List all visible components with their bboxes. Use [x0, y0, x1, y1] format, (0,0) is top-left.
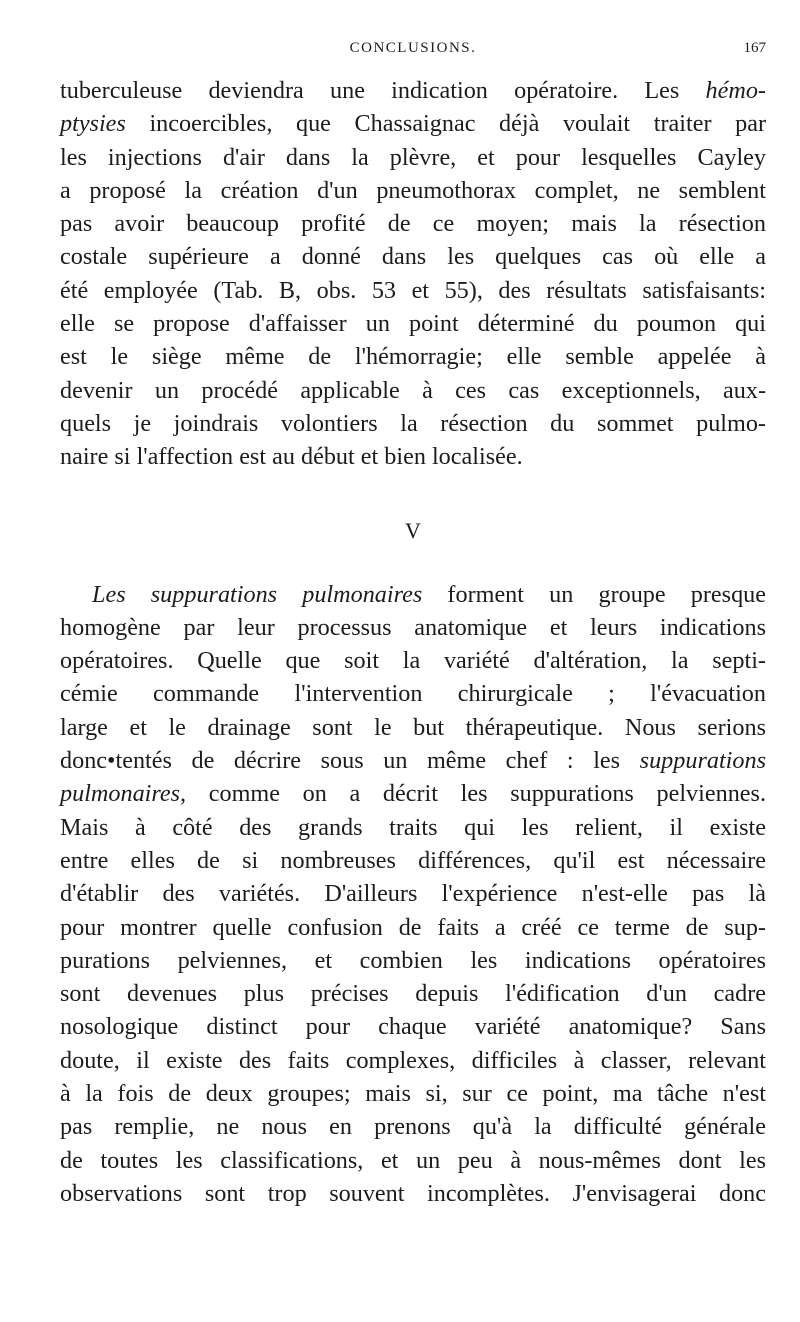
text-line: naire si l'affection est au début et bien localisée. [60, 443, 523, 471]
text-line: purations pelviennes, et combien les indications opératoires [60, 946, 766, 974]
section-numeral: V [405, 517, 421, 543]
text-line: pas remplie, ne nous en prenons qu'à la difficulté générale [60, 1113, 766, 1141]
text-line: été employée (Tab. B, obs. 53 et 55), des résultats satisfaisants: [60, 276, 766, 304]
text-line: Les suppurations pulmonaires forment un groupe presque [92, 580, 767, 608]
text-line: doute, il existe des faits complexes, difficiles à classer, relevant [60, 1046, 766, 1074]
text-line: de toutes les classifications, et un peu à nous-mêmes dont les [60, 1146, 766, 1174]
running-title: CONCLUSIONS. [349, 40, 477, 56]
text-line: homogène par leur processus anatomique et leurs indications [60, 613, 766, 641]
book-page [60, 0, 766, 1210]
italic-term: ptysies [60, 110, 126, 138]
page-number: 167 [743, 40, 766, 56]
text-line: elle se propose d'affaisser un point déterminé du poumon qui [60, 310, 766, 338]
text-line: observations sont trop souvent incomplètes. J'envisagerai donc [60, 1179, 766, 1207]
text-line: à la fois de deux groupes; mais si, sur ce point, ma tâche n'est [60, 1080, 766, 1108]
text-line: cémie commande l'intervention chirurgicale ; l'évacuation [60, 680, 766, 708]
text-line: pas avoir beaucoup profité de ce moyen; mais la résection [60, 210, 766, 238]
paragraph-suppurations [60, 578, 766, 1211]
text-line: devenir un procédé applicable à ces cas exceptionnels, aux- [60, 376, 766, 404]
text-line: d'établir des variétés. D'ailleurs l'expérience n'est-elle pas là [60, 880, 766, 908]
text-line: nosologique distinct pour chaque variété anatomique? Sans [60, 1013, 766, 1041]
text-line: pour montrer quelle confusion de faits a créé ce terme de sup- [60, 913, 766, 941]
text-line: a proposé la création d'un pneumothorax complet, ne semblent [60, 176, 766, 204]
text-line: costale supérieure a donné dans les quelques cas où elle a [60, 243, 766, 271]
paragraph-hemoptysies [60, 74, 766, 474]
running-head [60, 0, 766, 74]
text-line: les injections d'air dans la plèvre, et pour lesquelles Cayley [60, 143, 766, 171]
text-line: ptysies incoercibles, que Chassaignac déjà voulait traiter par [60, 110, 766, 138]
text-line: sont devenues plus précises depuis l'édification d'un cadre [60, 980, 766, 1008]
text-line: donc•tentés de décrire sous un même chef : les suppurations [60, 747, 766, 775]
italic-term: suppurations [639, 747, 766, 775]
text-line: Mais à côté des grands traits qui les relient, il existe [60, 813, 766, 841]
text-line: entre elles de si nombreuses différences, qu'il est nécessaire [60, 846, 766, 874]
italic-term: hémo- [705, 77, 766, 104]
italic-term: pulmonaires, [60, 780, 187, 808]
text-line: est le siège même de l'hémorragie; elle semble appelée à [60, 343, 766, 371]
text-line: quels je joindrais volontiers la résection du sommet pulmo- [60, 409, 766, 437]
italic-term: Les suppurations pulmonaires [92, 580, 423, 608]
text-line: opératoires. Quelle que soit la variété d'altération, la septi- [60, 647, 766, 675]
text-line: large et le drainage sont le but thérapeutique. Nous serions [60, 713, 766, 741]
text-line: pulmonaires, comme on a décrit les suppurations pelviennes. [60, 780, 766, 808]
text-line: tuberculeuse deviendra une indication opératoire. Les hémo- [60, 77, 766, 104]
